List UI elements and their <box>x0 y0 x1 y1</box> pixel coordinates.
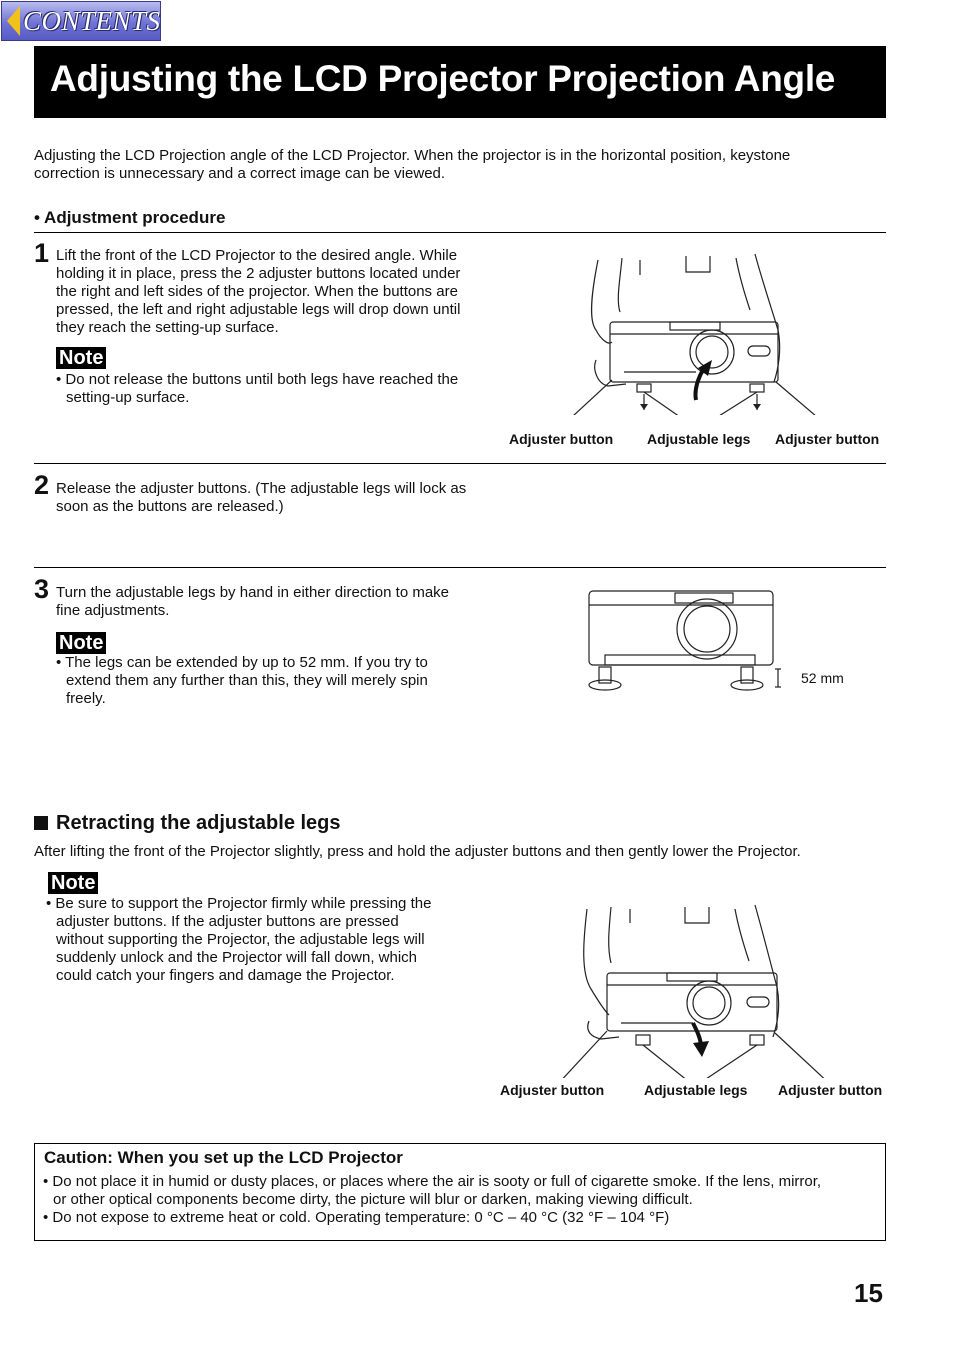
text-line: soon as the buttons are released.) <box>56 498 284 515</box>
note-label: Note <box>56 347 106 369</box>
step-3-text <box>56 584 506 620</box>
text-line: Lift the front of the LCD Projector to the desired angle. While <box>56 247 458 264</box>
caption-adjustable-legs: Adjustable legs <box>644 1082 748 1098</box>
text-line: • The legs can be extended by up to 52 mm. If you try to <box>56 654 428 671</box>
text-line: could catch your fingers and damage the Projector. <box>56 967 395 984</box>
text-line: fine adjustments. <box>56 602 170 619</box>
note-text <box>56 371 506 407</box>
divider <box>34 567 886 568</box>
text-line: adjuster buttons. If the adjuster buttons are pressed <box>56 913 399 930</box>
projector-legs-illustration <box>585 585 800 695</box>
text-line: they reach the setting-up surface. <box>56 319 279 336</box>
step-number: 3 <box>34 574 50 604</box>
text-line: without supporting the Projector, the adjustable legs will <box>56 931 425 948</box>
square-bullet-icon <box>34 816 48 830</box>
step-number: 1 <box>34 238 50 268</box>
caution-item: • Do not expose to extreme heat or cold. Operating temperature: 0 °C – 40 °C (32 °F – 104 °F) <box>43 1209 670 1226</box>
title-bar <box>34 46 886 118</box>
text-line: freely. <box>66 690 106 707</box>
caption-adjuster-button-right: Adjuster button <box>775 431 880 447</box>
text-line: extend them any further than this, they will merely spin <box>66 672 428 689</box>
note-text <box>56 654 506 708</box>
intro-line: correction is unnecessary and a correct image can be viewed. <box>34 165 446 182</box>
text-line: holding it in place, press the 2 adjuster buttons located under <box>56 265 461 282</box>
intro-line: Adjusting the LCD Projection angle of the LCD Projector. When the projector is in the horizontal position, keystone <box>34 147 791 164</box>
caution-box <box>34 1143 886 1241</box>
caution-item: or other optical components become dirty, the picture will blur or darken, making viewing difficult. <box>53 1191 693 1208</box>
lowering-projector-illustration <box>495 903 890 1078</box>
divider <box>34 232 886 233</box>
back-arrow-icon <box>7 6 20 36</box>
caption-adjuster-button-right: Adjuster button <box>778 1082 883 1098</box>
retract-text: After lifting the front of the Projector slightly, press and hold the adjuster buttons and then gently lower the Projector. <box>34 843 801 860</box>
divider <box>34 463 886 464</box>
caption-adjustable-legs: Adjustable legs <box>647 431 751 447</box>
step-1-text <box>56 247 506 337</box>
caution-item: • Do not place it in humid or dusty places, or places where the air is sooty or full of cigarette smoke. If the lens, mirror, <box>43 1173 822 1190</box>
contents-button[interactable] <box>1 1 161 41</box>
lifting-projector-illustration <box>500 250 890 415</box>
caution-list <box>43 1173 883 1227</box>
caption-adjuster-button-left: Adjuster button <box>500 1082 605 1098</box>
text-line: the right and left sides of the projector. When the buttons are <box>56 283 458 300</box>
step-number: 2 <box>34 470 50 500</box>
dimension-label: 52 mm <box>801 670 844 686</box>
caption-adjuster-button-left: Adjuster button <box>509 431 614 447</box>
note-label: Note <box>56 632 106 654</box>
step-2-text <box>56 480 506 516</box>
intro-paragraph <box>34 147 894 183</box>
note-text <box>46 895 476 985</box>
text-line: Release the adjuster buttons. (The adjustable legs will lock as <box>56 480 467 497</box>
text-line: suddenly unlock and the Projector will fall down, which <box>56 949 418 966</box>
procedure-heading: • Adjustment procedure <box>34 208 226 227</box>
text-line: setting-up surface. <box>66 389 190 406</box>
caution-heading: Caution: When you set up the LCD Projector <box>44 1148 403 1167</box>
note-label: Note <box>48 872 98 894</box>
text-line: pressed, the left and right adjustable legs will drop down until <box>56 301 461 318</box>
text-line: Turn the adjustable legs by hand in either direction to make <box>56 584 450 601</box>
page-number: 15 <box>854 1278 883 1308</box>
text-line: • Do not release the buttons until both legs have reached the <box>56 371 459 388</box>
retract-heading: Retracting the adjustable legs <box>56 812 341 834</box>
page-title: Adjusting the LCD Projector Projection Angle <box>50 58 836 99</box>
contents-button-label: CONTENTS <box>23 5 161 36</box>
text-line: • Be sure to support the Projector firmly while pressing the <box>46 895 432 912</box>
